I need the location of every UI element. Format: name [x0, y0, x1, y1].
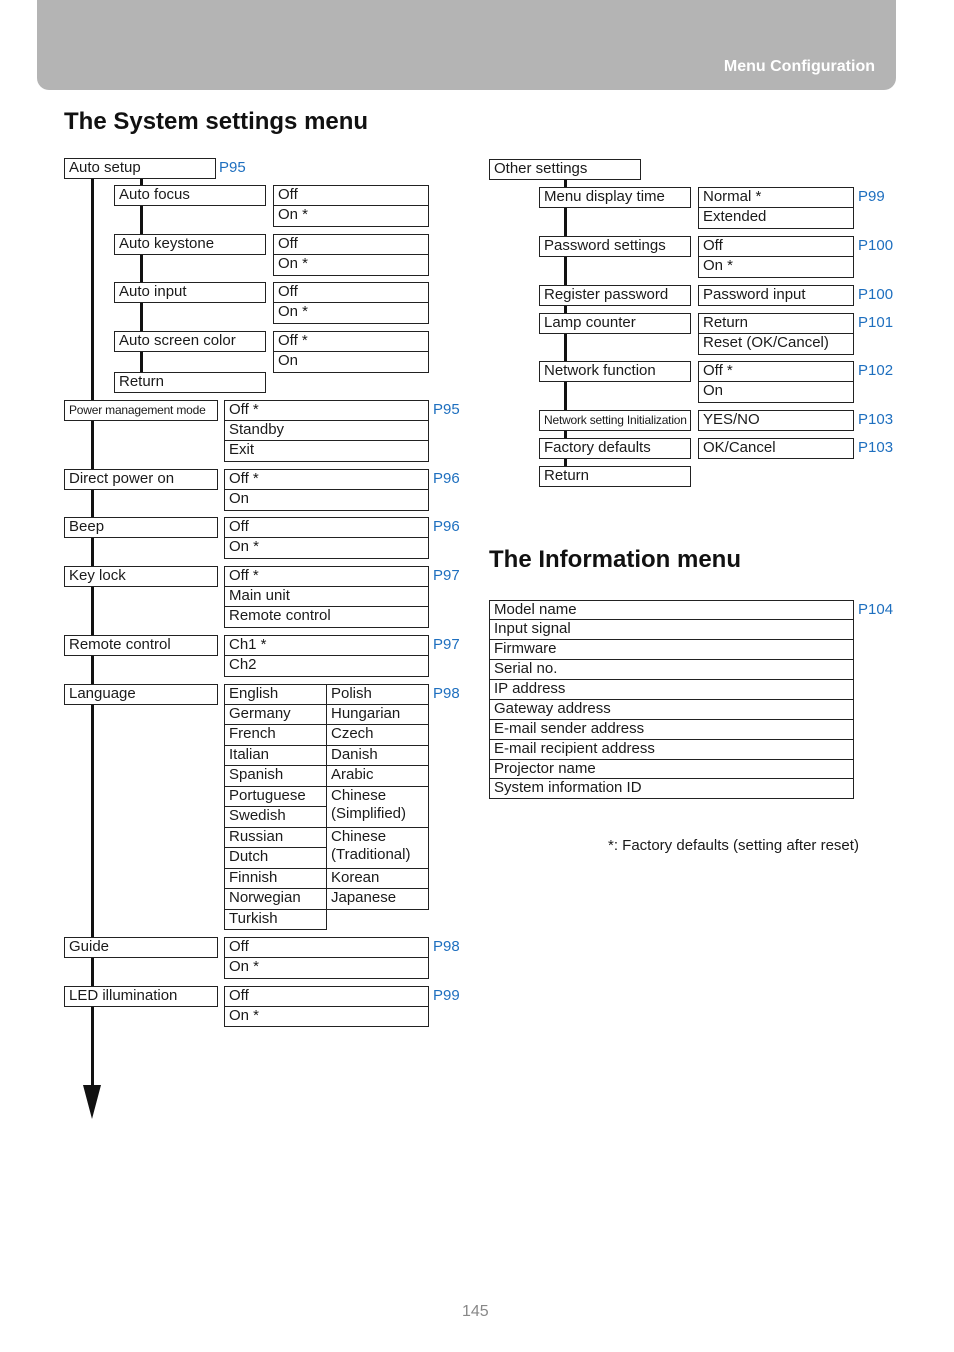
language-option: Finnish: [224, 869, 327, 889]
page-ref-password: P100: [858, 237, 894, 254]
page-ref-language: P98: [433, 685, 460, 702]
menu-item-return: Return: [114, 372, 266, 393]
info-item: Input signal: [489, 620, 854, 640]
option-off: Off *: [224, 469, 429, 490]
option-on: On: [273, 352, 429, 373]
option-off: Off *: [698, 361, 854, 382]
footnote: *: Factory defaults (setting after reset): [608, 837, 859, 854]
page-ref-menu-display: P99: [858, 188, 885, 205]
page-number: 145: [462, 1303, 489, 1320]
option-off: Off: [224, 986, 429, 1007]
info-item: Model name: [489, 600, 854, 620]
page-ref-guide: P98: [433, 938, 460, 955]
language-option: Russian: [224, 828, 327, 848]
language-option: Japanese: [326, 889, 429, 910]
option-on: On: [224, 490, 429, 511]
information-menu-title: The Information menu: [489, 546, 741, 573]
option-off: Off *: [273, 331, 429, 352]
language-option: Czech: [326, 725, 429, 746]
language-option: Chinese (Traditional): [326, 828, 429, 869]
page-ref-key-lock: P97: [433, 567, 460, 584]
option-return: Return: [698, 313, 854, 334]
language-option: Danish: [326, 746, 429, 766]
menu-item-remote-control: Remote control: [64, 635, 218, 656]
option-on: On *: [273, 255, 429, 276]
option-on: On *: [698, 257, 854, 278]
option-off: Off *: [224, 566, 429, 587]
option-normal: Normal *: [698, 187, 854, 208]
option-ch1: Ch1 *: [224, 635, 429, 656]
option-on: On *: [273, 303, 429, 324]
menu-item-other-settings: Other settings: [489, 159, 641, 180]
menu-item-guide: Guide: [64, 937, 218, 958]
language-option: Germany: [224, 705, 327, 725]
info-item: Serial no.: [489, 660, 854, 680]
menu-item-auto-keystone: Auto keystone: [114, 234, 266, 255]
menu-item-auto-screen-color: Auto screen color: [114, 331, 266, 352]
option-ok-cancel: OK/Cancel: [698, 438, 854, 459]
page-ref-network-init: P103: [858, 411, 894, 428]
menu-item-lamp-counter: Lamp counter: [539, 313, 691, 334]
option-exit: Exit: [224, 441, 429, 462]
page-ref-information: P104: [858, 601, 894, 618]
info-item: E-mail sender address: [489, 720, 854, 740]
option-on: On *: [273, 206, 429, 227]
language-option: French: [224, 725, 327, 746]
language-option: Norwegian: [224, 889, 327, 910]
language-option: Chinese (Simplified): [326, 787, 429, 828]
menu-continue-arrow: [83, 1085, 101, 1119]
page-ref-remote: P97: [433, 636, 460, 653]
option-off: Off: [273, 282, 429, 303]
option-password-input: Password input: [698, 285, 854, 306]
menu-item-key-lock: Key lock: [64, 566, 218, 587]
menu-item-network-function: Network function: [539, 361, 691, 382]
menu-item-direct-power-on: Direct power on: [64, 469, 218, 490]
option-off: Off *: [224, 400, 429, 421]
system-settings-title: The System settings menu: [64, 108, 369, 135]
menu-item-led-illumination: LED illumination: [64, 986, 218, 1007]
language-option: Portuguese: [224, 787, 327, 807]
language-option: Korean: [326, 869, 429, 889]
option-reset: Reset (OK/Cancel): [698, 334, 854, 355]
info-item: Gateway address: [489, 700, 854, 720]
language-option: Spanish: [224, 766, 327, 787]
page-ref-auto-setup: P95: [219, 159, 246, 176]
option-yes-no: YES/NO: [698, 410, 854, 431]
option-ch2: Ch2: [224, 656, 429, 677]
option-remote-control: Remote control: [224, 607, 429, 628]
page-ref-power: P95: [433, 401, 460, 418]
menu-item-factory-defaults: Factory defaults: [539, 438, 691, 459]
language-option: English: [224, 684, 327, 705]
menu-item-return: Return: [539, 466, 691, 487]
menu-item-register-password: Register password: [539, 285, 691, 306]
option-off: Off: [273, 185, 429, 206]
info-item: IP address: [489, 680, 854, 700]
option-off: Off: [224, 517, 429, 538]
info-item: Projector name: [489, 760, 854, 779]
language-option: Dutch: [224, 848, 327, 869]
header-banner: [37, 0, 896, 90]
page-ref-direct-power: P96: [433, 470, 460, 487]
language-option: Hungarian: [326, 705, 429, 725]
info-item: System information ID: [489, 779, 854, 799]
page-ref-register: P100: [858, 286, 894, 303]
info-item: Firmware: [489, 640, 854, 660]
page-ref-lamp: P101: [858, 314, 894, 331]
language-option: Arabic: [326, 766, 429, 787]
language-option: Turkish: [224, 910, 327, 930]
page-ref-network: P102: [858, 362, 894, 379]
page-ref-beep: P96: [433, 518, 460, 535]
option-on: On *: [224, 1007, 429, 1027]
menu-item-menu-display-time: Menu display time: [539, 187, 691, 208]
menu-item-network-init: Network setting Initialization: [539, 410, 691, 431]
menu-item-password-settings: Password settings: [539, 236, 691, 257]
option-extended: Extended: [698, 208, 854, 229]
option-on: On *: [224, 538, 429, 559]
language-option: Italian: [224, 746, 327, 766]
menu-item-auto-setup: Auto setup: [64, 158, 216, 179]
option-off: Off: [273, 234, 429, 255]
option-off: Off: [224, 937, 429, 958]
language-option: Swedish: [224, 807, 327, 828]
option-on: On *: [224, 958, 429, 979]
page-ref-led: P99: [433, 987, 460, 1004]
language-option: Polish: [326, 684, 429, 705]
menu-item-auto-input: Auto input: [114, 282, 266, 303]
menu-item-auto-focus: Auto focus: [114, 185, 266, 206]
info-item: E-mail recipient address: [489, 740, 854, 760]
menu-item-beep: Beep: [64, 517, 218, 538]
option-standby: Standby: [224, 421, 429, 441]
page-ref-factory: P103: [858, 439, 894, 456]
menu-item-language: Language: [64, 684, 218, 705]
option-on: On: [698, 382, 854, 403]
menu-item-power-management: Power management mode: [64, 400, 218, 421]
option-main-unit: Main unit: [224, 587, 429, 607]
option-off: Off: [698, 236, 854, 257]
section-title: Menu Configuration: [723, 58, 875, 75]
